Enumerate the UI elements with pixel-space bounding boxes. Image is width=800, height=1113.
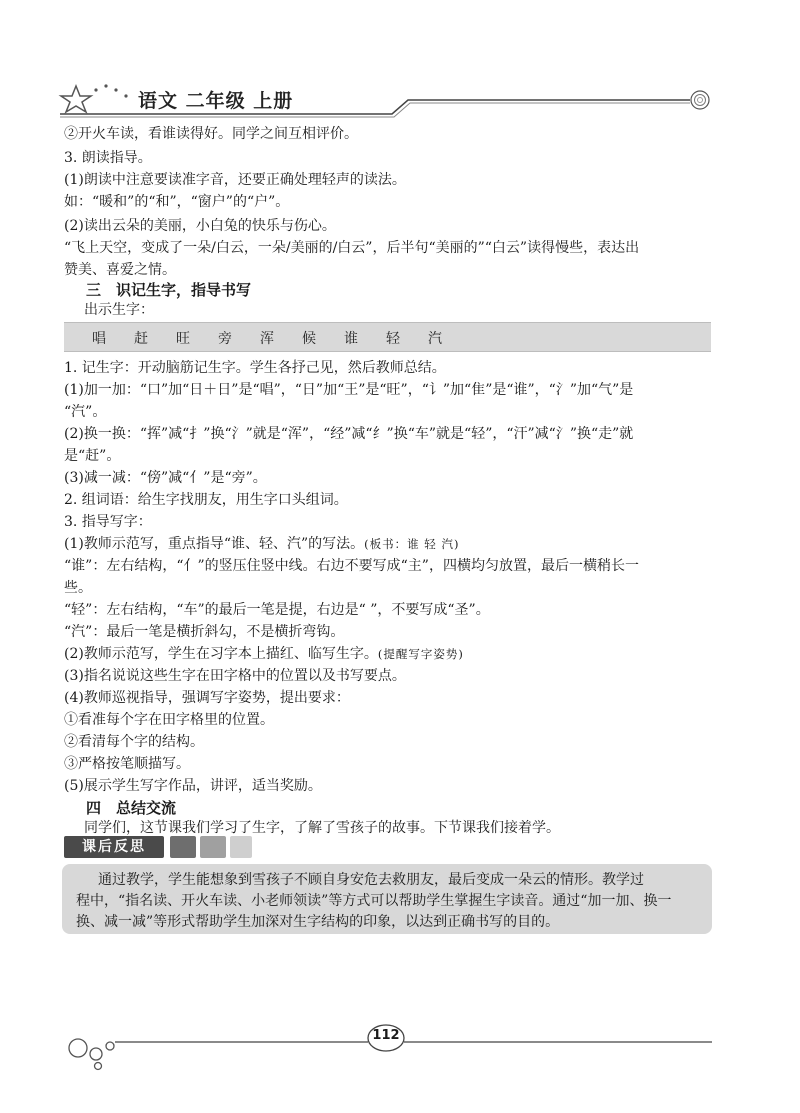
reflection-line: 程中，“指名读、开火车读、小老师领读”等方式可以帮助学生掌握生字读音。通过“加一加、换一	[76, 893, 672, 909]
text-line: 些。	[64, 580, 92, 596]
text-line: (2)换一换：“挥”减“扌”换“氵”就是“浑”，“经”减“纟”换“车”就是“轻”，“汗”减“氵”换“走”就	[64, 426, 634, 442]
page-header	[0, 0, 800, 130]
text-line: “谁”：左右结构，“亻”的竖压住竖中线。右边不要写成“主”，四横均匀放置，最后一横稍长一	[64, 558, 639, 574]
board-note: (板书：谁 轻 汽)	[364, 537, 460, 551]
text-line: 是“赶”。	[64, 448, 121, 464]
text-line: (2)读出云朵的美丽，小白兔的快乐与伤心。	[64, 218, 336, 234]
small-star-dot	[94, 88, 97, 91]
text-line: ③严格按笔顺描写。	[64, 756, 190, 772]
star-icon	[61, 86, 91, 112]
text-line	[64, 644, 464, 664]
text-line: (4)教师巡视指导，强调写字姿势，提出要求：	[64, 690, 350, 706]
new-char: 轻	[386, 331, 400, 347]
decor-block	[200, 836, 226, 858]
bubble-icon	[90, 1048, 102, 1060]
section-4-heading: 四 总结交流	[86, 799, 177, 817]
small-star-dot	[104, 84, 107, 87]
text-line: ②看清每个字的结构。	[64, 734, 204, 750]
text-line: (1)加一加：“口”加“日＋日”是“唱”，“日”加“王”是“旺”，“讠”加“隹”是“谁”，“氵”加“气”是	[64, 382, 634, 398]
section-3-heading: 三 识记生字，指导书写	[86, 281, 252, 299]
text-line: (3)指名说说这些生字在田字格中的位置以及书写要点。	[64, 668, 406, 684]
text-line: ①看准每个字在田字格里的位置。	[64, 712, 274, 728]
text-line: 3. 朗读指导。	[64, 150, 152, 166]
text-line: (3)减一减：“傍”减“亻”是“旁”。	[64, 470, 267, 486]
text-line: 2. 组词语：给生字找朋友，用生字口头组词。	[64, 492, 348, 508]
new-char: 浑	[260, 331, 274, 347]
text-line: 如：“暖和”的“和”，“窗户”的“户”。	[64, 194, 290, 210]
text-line: 同学们，这节课我们学习了生字，了解了雪孩子的故事。下节课我们接着学。	[84, 820, 560, 836]
text-line: “汽”：最后一笔是横折斜勾，不是横折弯钩。	[64, 624, 345, 640]
header-decoration	[0, 0, 800, 130]
write-guide-step-1: (1)教师示范写，重点指导“谁、轻、汽”的写法。	[64, 536, 365, 552]
new-char: 赶	[134, 331, 148, 347]
small-star-dot	[114, 88, 117, 91]
book-title: 语文 二年级 上册	[138, 90, 294, 112]
new-char: 旁	[218, 331, 232, 347]
text-line: 出示生字：	[84, 302, 154, 318]
small-star-dot	[124, 94, 127, 97]
text-line: “飞上天空，变成了一朵/白云，一朵/美丽的/白云”，后半句“美丽的”“白云”读得慢些，表达出	[64, 240, 640, 256]
new-char: 唱	[92, 331, 106, 347]
text-line	[64, 534, 459, 554]
spiral-icon	[691, 91, 709, 109]
bubble-icon	[106, 1042, 114, 1050]
text-line: 赞美、喜爱之情。	[64, 262, 176, 278]
new-characters-bar	[64, 322, 711, 352]
new-char: 汽	[428, 331, 442, 347]
text-line: (1)朗读中注意要读准字音，还要正确处理轻声的读法。	[64, 172, 406, 188]
bubble-icon	[69, 1039, 87, 1057]
text-line: 3. 指导写字：	[64, 514, 152, 530]
decor-block	[170, 836, 196, 858]
decor-block	[230, 836, 252, 858]
text-line: (5)展示学生写字作品，讲评，适当奖励。	[64, 778, 322, 794]
text-line: 1. 记生字：开动脑筋记生字。学生各抒己见，然后教师总结。	[64, 360, 446, 376]
posture-note: (提醒写字姿势)	[377, 647, 464, 661]
reflection-line: 通过教学，学生能想象到雪孩子不顾自身安危去救朋友，最后变成一朵云的情形。教学过	[98, 872, 644, 888]
reflection-box	[62, 864, 712, 934]
text-line: “轻”：左右结构，“车”的最后一笔是提，右边是“ ”，不要写成“圣”。	[64, 602, 490, 618]
new-char: 旺	[176, 331, 190, 347]
text-line: “汽”。	[64, 404, 107, 420]
new-char: 谁	[344, 331, 358, 347]
bubble-icon	[95, 1063, 102, 1070]
reflection-label: 课后反思	[64, 836, 164, 858]
page-number: 112	[372, 1028, 400, 1043]
text-line: ②开火车读，看谁读得好。同学之间互相评价。	[64, 126, 358, 142]
new-char: 候	[302, 331, 316, 347]
reflection-line: 换、减一减”等形式帮助学生加深对生字结构的印象，以达到正确书写的目的。	[76, 914, 560, 930]
write-guide-step-2: (2)教师示范写，学生在习字本上描红、临写生字。	[64, 646, 378, 662]
